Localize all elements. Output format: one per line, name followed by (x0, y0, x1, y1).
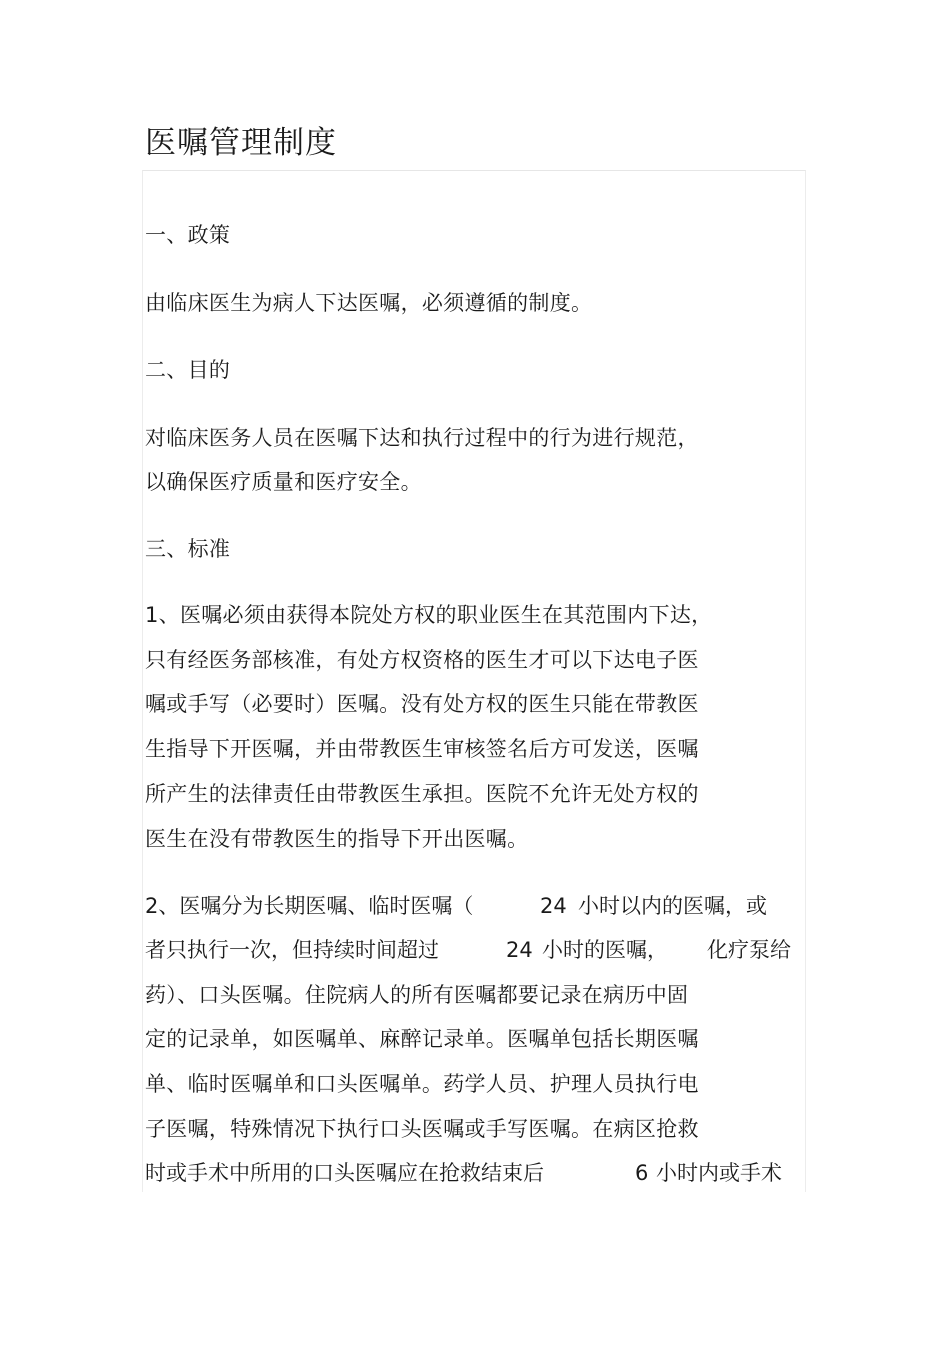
standard-2-line: 定的记录单，如医嘱单、麻醉记录单。医嘱单包括长期医嘱 (145, 1027, 699, 1051)
standard-1-line: 医生在没有带教医生的指导下开出医嘱。 (145, 827, 529, 851)
purpose-text-line: 对临床医务人员在医嘱下达和执行过程中的行为进行规范， (145, 426, 699, 450)
text-segment: 小时以内的医嘱，或 (578, 894, 767, 918)
text-segment: 时或手术中所用的口头医嘱应在抢救结束后 (145, 1161, 544, 1185)
standard-1-line: 生指导下开医嘱，并由带教医生审核签名后方可发送，医嘱 (145, 737, 699, 761)
text-segment: 小时的医嘱， (542, 938, 668, 962)
standard-2-line: 子医嘱，特殊情况下执行口头医嘱或手写医嘱。在病区抢救 (145, 1117, 699, 1141)
text-segment: 小时内或手术 (656, 1161, 782, 1185)
purpose-text-line: 以确保医疗质量和医疗安全。 (145, 470, 422, 494)
text-segment: 2、医嘱分为长期医嘱、临时医嘱（ (145, 894, 474, 918)
number-segment: 24 (540, 894, 567, 918)
page-title: 医嘱管理制度 (145, 125, 337, 161)
policy-text: 由临床医生为病人下达医嘱，必须遵循的制度。 (145, 291, 593, 315)
section-heading-standards: 三、标准 (145, 537, 231, 561)
number-segment: 24 (506, 938, 533, 962)
text-segment: 化疗泵给 (707, 938, 791, 962)
standard-2-line: 药）、口头医嘱。住院病人的所有医嘱都要记录在病历中固 (145, 983, 689, 1007)
text-segment: 者只执行一次，但持续时间超过 (145, 938, 439, 962)
number-segment: 6 (635, 1161, 649, 1185)
section-heading-policy: 一、政策 (145, 223, 231, 247)
standard-1-line: 所产生的法律责任由带教医生承担。医院不允许无处方权的 (145, 782, 699, 806)
standard-1-line: 嘱或手写（必要时）医嘱。没有处方权的医生只能在带教医 (145, 692, 699, 716)
standard-1-line: 1、医嘱必须由获得本院处方权的职业医生在其范围内下达， (145, 603, 713, 627)
standard-1-line: 只有经医务部核准，有处方权资格的医生才可以下达电子医 (145, 648, 699, 672)
section-heading-purpose: 二、目的 (145, 358, 231, 382)
standard-2-line: 单、临时医嘱单和口头医嘱单。药学人员、护理人员执行电 (145, 1072, 699, 1096)
